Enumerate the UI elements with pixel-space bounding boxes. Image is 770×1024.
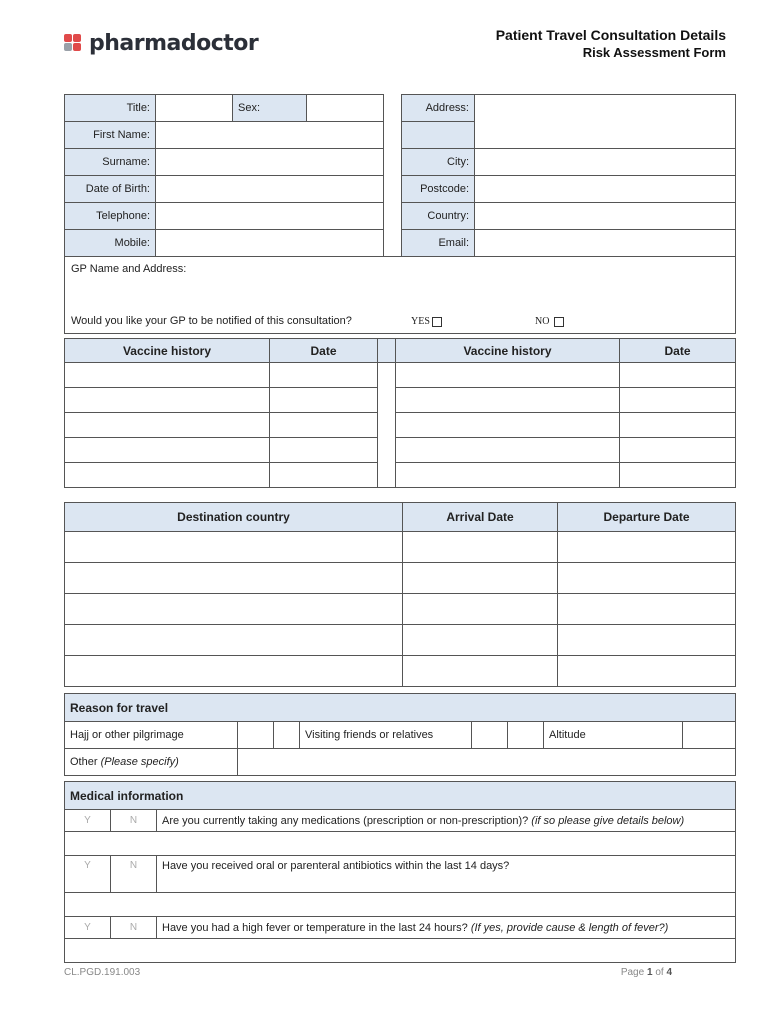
departure-date-header: Departure Date: [558, 503, 736, 532]
column-gap: [378, 463, 396, 488]
vaccine-field[interactable]: [65, 463, 270, 488]
logo-mark-icon: [64, 32, 86, 54]
q2-no[interactable]: N: [111, 856, 157, 893]
column-gap: [378, 339, 396, 363]
vaccine-history-table: [64, 338, 736, 488]
table-row: [65, 438, 736, 463]
vaccine-date-header: Date: [270, 339, 378, 363]
arrival-field[interactable]: [403, 563, 558, 594]
brand-logo: [64, 28, 258, 58]
personal-details-table: [64, 94, 736, 334]
destination-field[interactable]: [65, 563, 403, 594]
email-field[interactable]: [475, 230, 736, 257]
table-row: [65, 463, 736, 488]
date-field[interactable]: [270, 388, 378, 413]
vfr-checkbox[interactable]: [472, 722, 508, 749]
table-row: [65, 594, 736, 625]
reason-for-travel-table: [64, 693, 736, 776]
date-field[interactable]: [620, 413, 736, 438]
column-gap: [378, 413, 396, 438]
date-field[interactable]: [270, 413, 378, 438]
q3-details-field[interactable]: [65, 939, 736, 963]
departure-field[interactable]: [558, 532, 736, 563]
sex-field[interactable]: [307, 95, 384, 122]
no-label: NO: [535, 316, 550, 327]
table-row: [65, 656, 736, 687]
gp-notify-no[interactable]: [535, 316, 564, 327]
date-field[interactable]: [620, 463, 736, 488]
first-name-label: First Name:: [65, 122, 156, 149]
telephone-field[interactable]: [156, 203, 384, 230]
address-field[interactable]: [475, 95, 736, 149]
column-gap: [384, 122, 402, 149]
table-row: [65, 363, 736, 388]
vaccine-date-header: Date: [620, 339, 736, 363]
mobile-label: Mobile:: [65, 230, 156, 257]
vaccine-field[interactable]: [65, 413, 270, 438]
altitude-label: Altitude: [544, 722, 683, 749]
date-field[interactable]: [620, 438, 736, 463]
other-text: Other: [70, 756, 98, 768]
table-row: [65, 388, 736, 413]
q3-yes[interactable]: Y: [65, 917, 111, 939]
column-gap: [384, 176, 402, 203]
column-gap: [384, 203, 402, 230]
form-subtitle: Risk Assessment Form: [582, 45, 726, 60]
q3-no[interactable]: N: [111, 917, 157, 939]
no-checkbox[interactable]: [554, 317, 564, 327]
dob-label: Date of Birth:: [65, 176, 156, 203]
sex-label: Sex:: [233, 95, 307, 122]
postcode-label: Postcode:: [402, 176, 475, 203]
surname-field[interactable]: [156, 149, 384, 176]
destination-field[interactable]: [65, 532, 403, 563]
date-field[interactable]: [620, 388, 736, 413]
vaccine-history-header: Vaccine history: [65, 339, 270, 363]
page-total: 4: [666, 967, 672, 978]
first-name-field[interactable]: [156, 122, 384, 149]
q1-no[interactable]: N: [111, 810, 157, 832]
form-title: Patient Travel Consultation Details: [495, 27, 726, 43]
date-field[interactable]: [270, 438, 378, 463]
gp-label: GP Name and Address:: [71, 263, 187, 275]
table-row: [65, 625, 736, 656]
q2-details-field[interactable]: [65, 893, 736, 917]
column-gap: [378, 388, 396, 413]
destination-country-header: Destination country: [65, 503, 403, 532]
country-field[interactable]: [475, 203, 736, 230]
table-row: [65, 563, 736, 594]
q1-text: [157, 810, 736, 832]
dob-field[interactable]: [156, 176, 384, 203]
vaccine-field[interactable]: [396, 463, 620, 488]
vaccine-field[interactable]: [396, 413, 620, 438]
q3-text: [157, 917, 736, 939]
departure-field[interactable]: [558, 563, 736, 594]
arrival-field[interactable]: [403, 656, 558, 687]
country-label: Country:: [402, 203, 475, 230]
hajj-checkbox[interactable]: [238, 722, 274, 749]
arrival-field[interactable]: [403, 625, 558, 656]
destination-table: [64, 502, 736, 687]
q1-note: (if so please give details below): [531, 814, 685, 827]
table-row: [65, 413, 736, 438]
yes-checkbox[interactable]: [432, 317, 442, 327]
q3-question: Have you had a high fever or temperature in the last 24 hours?: [162, 921, 468, 934]
column-gap: [378, 438, 396, 463]
altitude-checkbox[interactable]: [683, 722, 736, 749]
column-gap: [384, 95, 402, 122]
page-number: [621, 967, 672, 978]
vaccine-history-header: Vaccine history: [396, 339, 620, 363]
column-gap: [384, 230, 402, 257]
medical-information-table: [64, 781, 736, 963]
email-label: Email:: [402, 230, 475, 257]
vaccine-field[interactable]: [396, 363, 620, 388]
postcode-field[interactable]: [475, 176, 736, 203]
vaccine-field[interactable]: [396, 388, 620, 413]
destination-field[interactable]: [65, 625, 403, 656]
vfr-extra[interactable]: [508, 722, 544, 749]
title-field[interactable]: [156, 95, 233, 122]
hajj-extra[interactable]: [274, 722, 300, 749]
page-current: 1: [646, 967, 653, 978]
destination-field[interactable]: [65, 656, 403, 687]
gp-notify-yes[interactable]: [411, 316, 442, 327]
document-code: CL.PGD.191.003: [64, 967, 141, 978]
date-field[interactable]: [620, 363, 736, 388]
address-label: Address:: [402, 95, 475, 122]
arrival-field[interactable]: [403, 532, 558, 563]
date-field[interactable]: [270, 463, 378, 488]
hajj-label: Hajj or other pilgrimage: [65, 722, 238, 749]
q3-note: (If yes, provide cause & length of fever?): [470, 921, 669, 934]
q2-question: Have you received oral or parenteral antibiotics within the last 14 days?: [157, 856, 736, 893]
city-field[interactable]: [475, 149, 736, 176]
q2-yes[interactable]: Y: [65, 856, 111, 893]
departure-field[interactable]: [558, 594, 736, 625]
column-gap: [378, 363, 396, 388]
q1-yes[interactable]: Y: [65, 810, 111, 832]
q1-details-field[interactable]: [65, 832, 736, 856]
vaccine-field[interactable]: [65, 438, 270, 463]
yes-label: YES: [411, 316, 430, 327]
reason-heading: Reason for travel: [65, 694, 736, 722]
vfr-label: Visiting friends or relatives: [300, 722, 472, 749]
medical-heading: Medical information: [65, 782, 736, 810]
date-field[interactable]: [270, 363, 378, 388]
table-row: [65, 532, 736, 563]
q1-question: Are you currently taking any medications (prescription or non-prescription)?: [162, 814, 529, 827]
vaccine-field[interactable]: [65, 388, 270, 413]
page-word: Page: [620, 967, 645, 978]
surname-label: Surname:: [65, 149, 156, 176]
address-label-cell: [402, 122, 475, 149]
gp-section[interactable]: [65, 257, 736, 334]
arrival-field[interactable]: [403, 594, 558, 625]
other-label: [65, 749, 238, 776]
vaccine-field[interactable]: [65, 363, 270, 388]
departure-field[interactable]: [558, 625, 736, 656]
mobile-field[interactable]: [156, 230, 384, 257]
of-word: of: [655, 967, 664, 978]
departure-field[interactable]: [558, 656, 736, 687]
vaccine-field[interactable]: [396, 438, 620, 463]
city-label: City:: [402, 149, 475, 176]
destination-field[interactable]: [65, 594, 403, 625]
brand-name: pharmadoctor: [89, 30, 259, 56]
arrival-date-header: Arrival Date: [403, 503, 558, 532]
telephone-label: Telephone:: [65, 203, 156, 230]
other-note: (Please specify): [100, 756, 179, 768]
column-gap: [384, 149, 402, 176]
gp-notify-question: Would you like your GP to be notified of this consultation?: [71, 315, 352, 327]
title-label: Title:: [65, 95, 156, 122]
other-field[interactable]: [238, 749, 736, 776]
